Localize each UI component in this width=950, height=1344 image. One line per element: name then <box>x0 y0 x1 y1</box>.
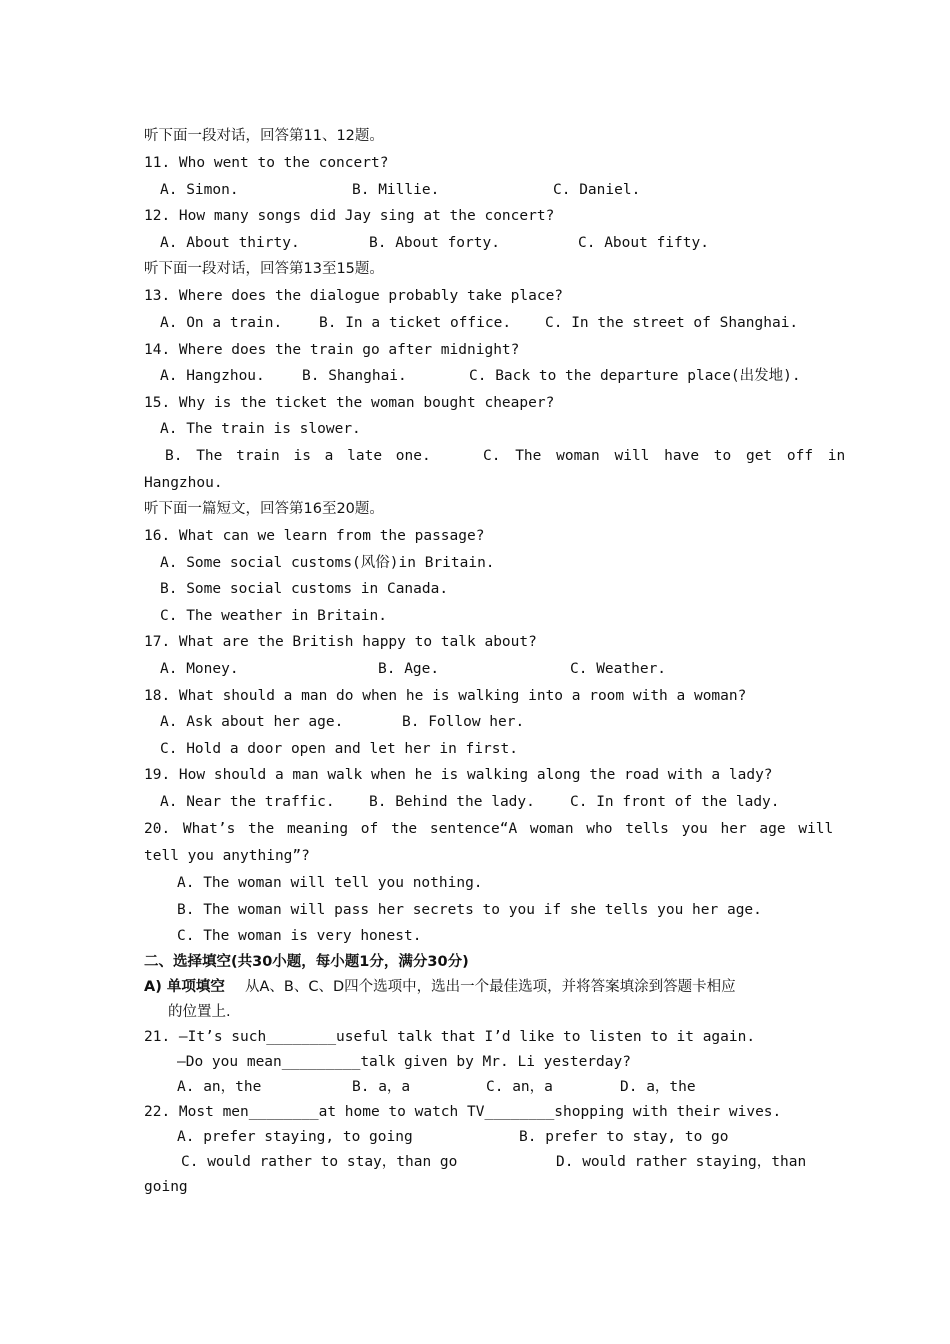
q21-option-c: C. an，a <box>486 1079 553 1095</box>
question-19: 19. How should a man walk when he is walking along the road with a lady? <box>144 767 773 783</box>
q14-option-a: A. Hangzhou. <box>160 368 265 384</box>
q20-option-c: C. The woman is very honest. <box>177 928 422 944</box>
q20-option-a: A. The woman will tell you nothing. <box>177 875 483 891</box>
q17-option-c: C. Weather. <box>570 661 667 677</box>
question-13: 13. Where does the dialogue probably take place? <box>144 288 564 304</box>
question-21-reply: —Do you mean_________talk given by Mr. Li yesterday? <box>177 1054 631 1070</box>
q14-option-b: B. Shanghai. <box>302 368 407 384</box>
q15-option-a: A. The train is slower. <box>160 421 361 437</box>
listening-instruction-2: 听下面一段对话，回答第13至15题。 <box>144 261 384 277</box>
section-2-heading: 二、选择填空(共30小题，每小题1分，满分30分) <box>144 954 469 970</box>
q17-option-b: B. Age. <box>378 661 440 677</box>
q17-option-a: A. Money. <box>160 661 239 677</box>
q16-option-a: A. Some social customs(风俗)in Britain. <box>160 555 495 571</box>
q20-option-b: B. The woman will pass her secrets to you if she tells you her age. <box>177 902 762 918</box>
q21-option-b: B. a，a <box>352 1079 411 1095</box>
question-18: 18. What should a man do when he is walking into a room with a woman? <box>144 688 747 704</box>
q15-option-b: B. The train is a late one. <box>165 448 431 464</box>
q14-option-c: C. Back to the departure place(出发地). <box>469 368 801 384</box>
q16-option-b: B. Some social customs in Canada. <box>160 581 449 597</box>
q19-option-c: C. In front of the lady. <box>570 794 780 810</box>
q15-option-c: C. The woman will have to get off in <box>483 448 846 464</box>
q13-option-c: C. In the street of Shanghai. <box>545 315 799 331</box>
q19-option-b: B. Behind the lady. <box>369 794 535 810</box>
q16-option-c: C. The weather in Britain. <box>160 608 387 624</box>
question-15: 15. Why is the ticket the woman bought cheaper? <box>144 395 555 411</box>
q22-option-c: C. would rather to stay，than go <box>181 1154 458 1170</box>
q12-option-c: C. About fifty. <box>578 235 709 251</box>
question-21: 21. —It’s such________useful talk that I’d like to listen to it again. <box>144 1029 756 1045</box>
q12-option-a: A. About thirty. <box>160 235 300 251</box>
question-11: 11. Who went to the concert? <box>144 155 389 171</box>
section-a-instruction: 从A、B、C、D四个选项中，选出一个最佳选项，并将答案填涂到答题卡相应 <box>245 979 736 995</box>
q13-option-b: B. In a ticket office. <box>319 315 512 331</box>
question-20-cont: tell you anything”? <box>144 848 310 864</box>
section-a-heading: A) 单项填空 <box>144 979 225 995</box>
q22-option-b: B. prefer to stay, to go <box>519 1129 729 1145</box>
q22-option-a: A. prefer staying, to going <box>177 1129 413 1145</box>
q21-option-a: A. an，the <box>177 1079 262 1095</box>
question-16: 16. What can we learn from the passage? <box>144 528 485 544</box>
listening-instruction-3: 听下面一篇短文，回答第16至20题。 <box>144 501 384 517</box>
question-14: 14. Where does the train go after midnight? <box>144 342 520 358</box>
q12-option-b: B. About forty. <box>369 235 500 251</box>
section-a-instruction-cont: 的位置上. <box>168 1004 231 1020</box>
q18-option-b: B. Follow her. <box>402 714 525 730</box>
listening-instruction-1: 听下面一段对话，回答第11、12题。 <box>144 128 384 144</box>
question-20: 20. What’s the meaning of the sentence“A woman who tells you her age will <box>144 821 834 837</box>
q15-option-c-cont: Hangzhou. <box>144 475 223 491</box>
q21-option-d: D. a，the <box>620 1079 696 1095</box>
question-12: 12. How many songs did Jay sing at the concert? <box>144 208 555 224</box>
q19-option-a: A. Near the traffic. <box>160 794 335 810</box>
q11-option-b: B. Millie. <box>352 182 440 198</box>
q18-option-a: A. Ask about her age. <box>160 714 344 730</box>
q18-option-c: C. Hold a door open and let her in first. <box>160 741 518 757</box>
q11-option-c: C. Daniel. <box>553 182 641 198</box>
q22-option-d: D. would rather staying，than <box>556 1154 807 1170</box>
q11-option-a: A. Simon. <box>160 182 239 198</box>
q22-option-d-cont: going <box>144 1179 188 1195</box>
q13-option-a: A. On a train. <box>160 315 283 331</box>
question-22: 22. Most men________at home to watch TV________shopping with their wives. <box>144 1104 782 1120</box>
question-17: 17. What are the British happy to talk about? <box>144 634 537 650</box>
